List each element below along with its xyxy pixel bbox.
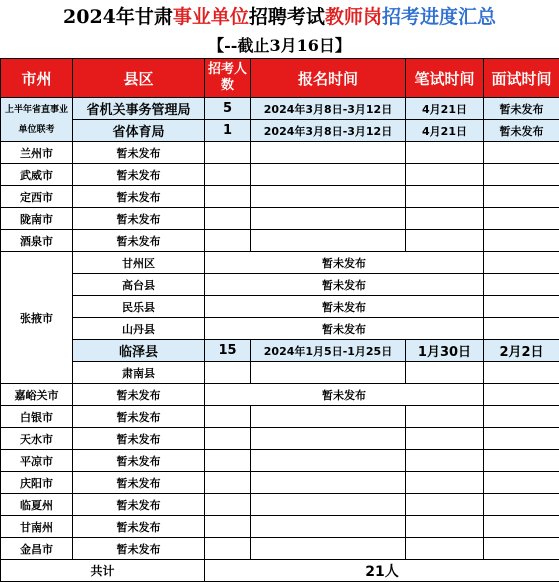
empty-cell xyxy=(406,406,484,428)
empty-cell xyxy=(406,186,484,208)
header-county: 县区 xyxy=(73,59,205,98)
provincial-label: 上半年省直事业单位联考 xyxy=(1,98,73,142)
page-subtitle: 【--截止3月16日】 xyxy=(0,34,559,58)
county-cell: 暂未发布 xyxy=(73,406,205,428)
empty-cell xyxy=(484,406,559,428)
empty-cell xyxy=(406,538,484,560)
table-row xyxy=(1,296,559,318)
empty-cell xyxy=(251,164,406,186)
county-cell: 暂未发布 xyxy=(73,164,205,186)
city-cell: 庆阳市 xyxy=(1,472,73,494)
table-row xyxy=(1,494,559,516)
empty-cell xyxy=(251,406,406,428)
reg-cell: 暂未发布 xyxy=(205,296,484,318)
city-cell: 平凉市 xyxy=(1,450,73,472)
empty-cell xyxy=(406,516,484,538)
county-cell: 民乐县 xyxy=(73,296,205,318)
table-row xyxy=(1,428,559,450)
city-cell: 甘南州 xyxy=(1,516,73,538)
header-row xyxy=(1,59,559,98)
empty-cell xyxy=(484,428,559,450)
empty-cell xyxy=(406,494,484,516)
empty-cell xyxy=(406,428,484,450)
county-cell: 暂未发布 xyxy=(73,186,205,208)
reg-cell: 2024年3月8日-3月12日 xyxy=(251,120,406,142)
empty-cell xyxy=(251,362,406,384)
empty-cell xyxy=(251,428,406,450)
county-cell: 暂未发布 xyxy=(73,142,205,164)
empty-cell xyxy=(406,230,484,252)
city-cell: 武威市 xyxy=(1,164,73,186)
empty-cell xyxy=(406,362,484,384)
reg-cell: 暂未发布 xyxy=(205,384,484,406)
reg-cell: 暂未发布 xyxy=(205,274,484,296)
county-cell: 暂未发布 xyxy=(73,538,205,560)
city-cell: 嘉峪关市 xyxy=(1,384,73,406)
table-row xyxy=(1,538,559,560)
table-row xyxy=(1,252,559,274)
empty-cell xyxy=(484,186,559,208)
title-part-1: 2024年甘肃 xyxy=(63,6,173,28)
table-row xyxy=(1,406,559,428)
empty-cell xyxy=(484,538,559,560)
city-cell: 兰州市 xyxy=(1,142,73,164)
county-cell: 暂未发布 xyxy=(73,450,205,472)
progress-table xyxy=(0,58,559,582)
city-cell: 定西市 xyxy=(1,186,73,208)
interview-cell: 暂未发布 xyxy=(484,120,559,142)
empty-cell xyxy=(484,362,559,384)
count-cell: 5 xyxy=(205,98,251,120)
header-reg: 报名时间 xyxy=(251,59,406,98)
county-cell: 山丹县 xyxy=(73,318,205,340)
empty-cell xyxy=(205,164,251,186)
empty-cell xyxy=(484,516,559,538)
header-written: 笔试时间 xyxy=(406,59,484,98)
table-row xyxy=(1,98,559,120)
header-count: 招考人数 xyxy=(205,59,251,98)
interview-cell: 暂未发布 xyxy=(484,98,559,120)
written-cell: 4月21日 xyxy=(406,120,484,142)
county-cell: 肃南县 xyxy=(73,362,205,384)
table-row xyxy=(1,384,559,406)
empty-cell xyxy=(484,252,559,274)
empty-cell xyxy=(205,230,251,252)
empty-cell xyxy=(205,142,251,164)
table-row xyxy=(1,362,559,384)
total-row xyxy=(1,560,559,582)
interview-cell: 2月2日 xyxy=(484,340,559,362)
table-row xyxy=(1,164,559,186)
empty-cell xyxy=(251,208,406,230)
total-value: 21人 xyxy=(205,560,559,582)
empty-cell xyxy=(251,494,406,516)
city-cell: 陇南市 xyxy=(1,208,73,230)
table-row xyxy=(1,208,559,230)
total-label: 共计 xyxy=(1,560,205,582)
empty-cell xyxy=(251,230,406,252)
table-row xyxy=(1,450,559,472)
empty-cell xyxy=(406,450,484,472)
title-part-2: 事业单位 xyxy=(173,6,249,28)
header-city: 市州 xyxy=(1,59,73,98)
empty-cell xyxy=(484,450,559,472)
empty-cell xyxy=(406,208,484,230)
empty-cell xyxy=(205,450,251,472)
county-cell: 暂未发布 xyxy=(73,494,205,516)
county-cell: 省机关事务管理局 xyxy=(73,98,205,120)
empty-cell xyxy=(251,516,406,538)
county-cell: 暂未发布 xyxy=(73,208,205,230)
empty-cell xyxy=(406,472,484,494)
empty-cell xyxy=(205,428,251,450)
title-part-3: 招聘考试 xyxy=(249,6,325,28)
reg-cell: 暂未发布 xyxy=(205,252,484,274)
city-cell-zhangye: 张掖市 xyxy=(1,252,73,384)
empty-cell xyxy=(205,406,251,428)
reg-cell: 2024年3月8日-3月12日 xyxy=(251,98,406,120)
county-cell: 高台县 xyxy=(73,274,205,296)
title-part-5: 招考进度汇总 xyxy=(382,6,496,28)
county-cell: 暂未发布 xyxy=(73,384,205,406)
empty-cell xyxy=(484,164,559,186)
city-cell: 天水市 xyxy=(1,428,73,450)
county-cell: 暂未发布 xyxy=(73,428,205,450)
reg-cell: 暂未发布 xyxy=(205,318,484,340)
table-row xyxy=(1,230,559,252)
empty-cell xyxy=(251,450,406,472)
empty-cell xyxy=(205,208,251,230)
county-cell: 暂未发布 xyxy=(73,230,205,252)
count-cell: 15 xyxy=(205,340,251,362)
empty-cell xyxy=(251,186,406,208)
empty-cell xyxy=(406,164,484,186)
county-cell: 暂未发布 xyxy=(73,516,205,538)
empty-cell xyxy=(406,142,484,164)
table-row xyxy=(1,186,559,208)
title-part-4: 教师岗 xyxy=(325,6,382,28)
empty-cell xyxy=(484,472,559,494)
table-row xyxy=(1,340,559,362)
city-cell: 白银市 xyxy=(1,406,73,428)
header-interview: 面试时间 xyxy=(484,59,559,98)
empty-cell xyxy=(205,186,251,208)
empty-cell xyxy=(484,296,559,318)
city-cell: 酒泉市 xyxy=(1,230,73,252)
empty-cell xyxy=(484,318,559,340)
empty-cell xyxy=(251,472,406,494)
county-cell: 省体育局 xyxy=(73,120,205,142)
table-row xyxy=(1,120,559,142)
table-row xyxy=(1,274,559,296)
written-cell: 4月21日 xyxy=(406,98,484,120)
empty-cell xyxy=(484,384,559,406)
table-row xyxy=(1,318,559,340)
empty-cell xyxy=(205,494,251,516)
county-cell: 临泽县 xyxy=(73,340,205,362)
empty-cell xyxy=(484,274,559,296)
empty-cell xyxy=(484,142,559,164)
written-cell: 1月30日 xyxy=(406,340,484,362)
empty-cell xyxy=(205,538,251,560)
count-cell: 1 xyxy=(205,120,251,142)
city-cell: 金昌市 xyxy=(1,538,73,560)
county-cell: 甘州区 xyxy=(73,252,205,274)
county-cell: 暂未发布 xyxy=(73,472,205,494)
city-cell: 临夏州 xyxy=(1,494,73,516)
page-title xyxy=(0,0,559,34)
empty-cell xyxy=(251,538,406,560)
empty-cell xyxy=(205,516,251,538)
empty-cell xyxy=(484,494,559,516)
empty-cell xyxy=(205,362,251,384)
reg-cell: 2024年1月5日-1月25日 xyxy=(251,340,406,362)
table-row xyxy=(1,516,559,538)
empty-cell xyxy=(484,208,559,230)
table-row xyxy=(1,472,559,494)
empty-cell xyxy=(251,142,406,164)
empty-cell xyxy=(205,472,251,494)
table-row xyxy=(1,142,559,164)
empty-cell xyxy=(484,230,559,252)
